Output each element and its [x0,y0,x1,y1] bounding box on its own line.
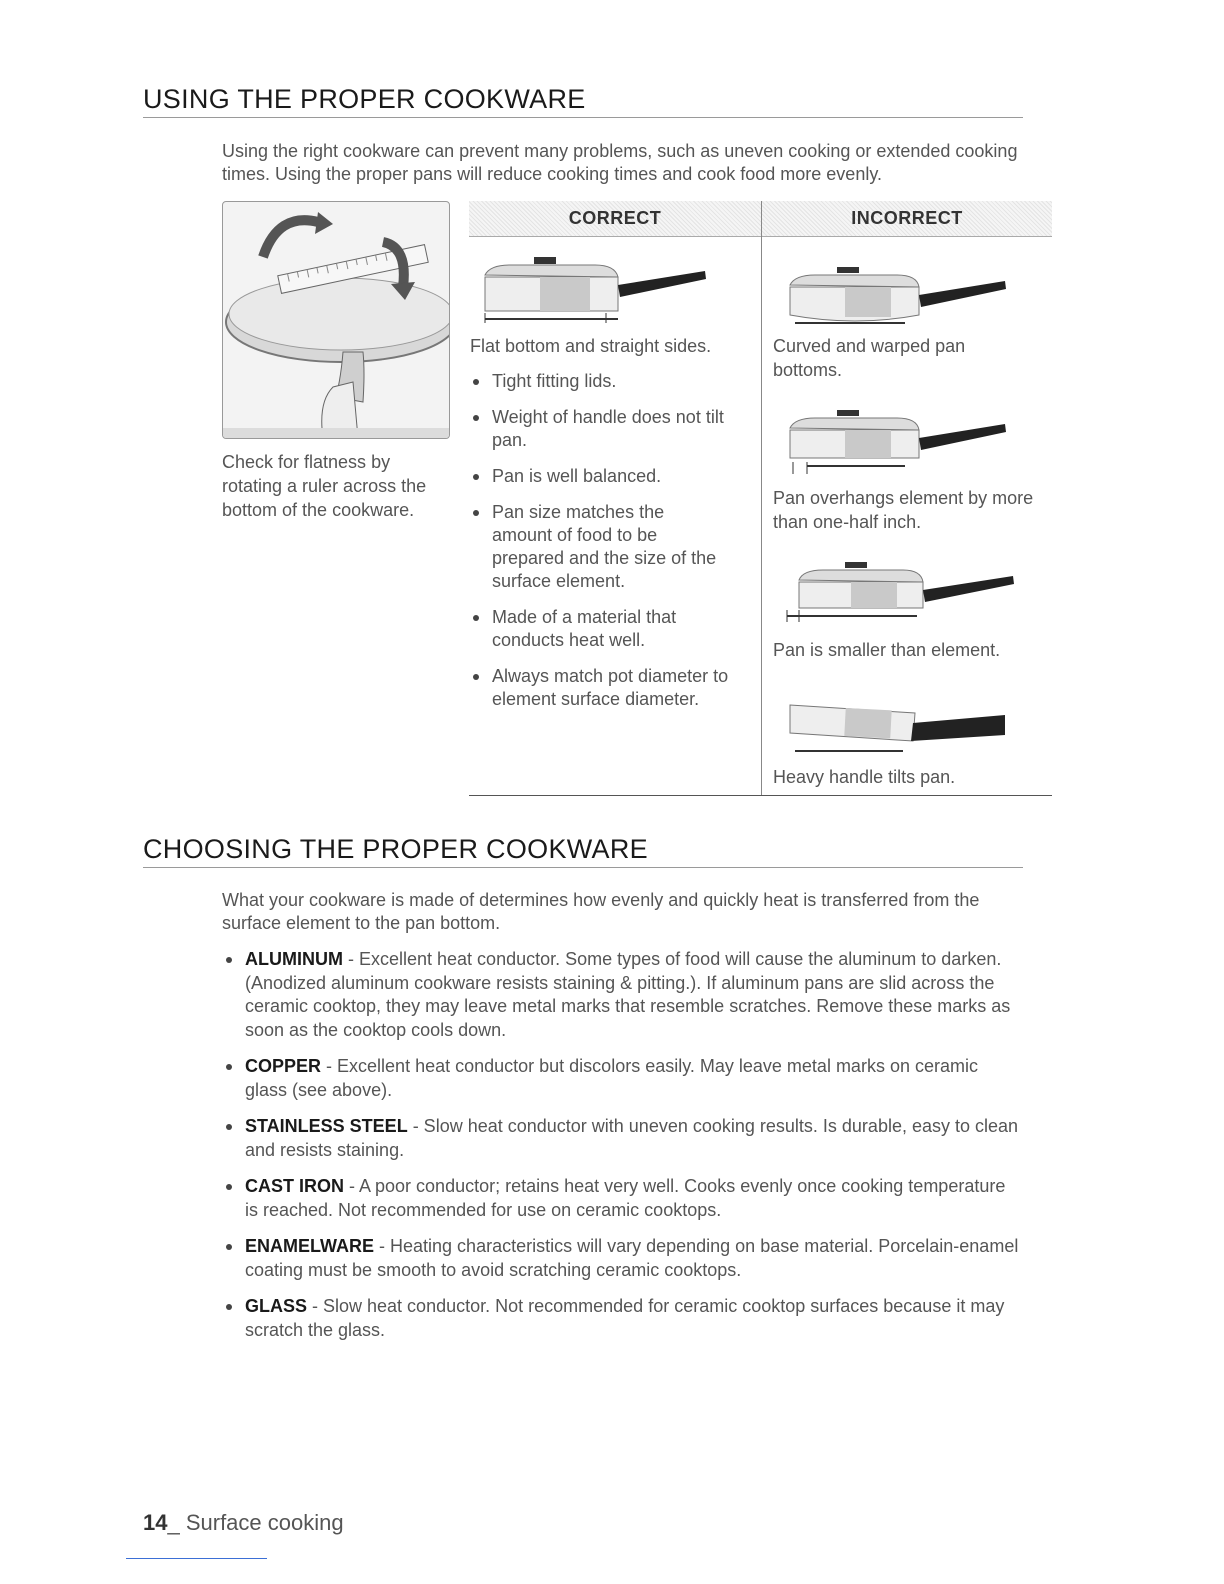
incorrect-caption-overhang: Pan overhangs element by more than one-half inch. [773,488,1034,532]
list-item: STAINLESS STEEL - Slow heat conductor with uneven cooking results. Is durable, easy to clean and resists staining. [222,1115,1022,1162]
correct-caption: Flat bottom and straight sides. [470,336,712,356]
bullet-icon [226,957,232,963]
list-item: ALUMINUM - Excellent heat conductor. Some types of food will cause the aluminum to darken. (Anodized aluminum cookware resists staining & pitting.). If aluminum pans are slid across the ceramic cooktop, they may leave metal marks that resemble scratches. Remove these marks as soon as the cooktop cools down. [222,948,1022,1042]
bullet-icon [473,615,479,621]
tilted-pan-illustration [785,695,1015,757]
list-item: Tight fitting lids. [470,370,750,393]
bullet-icon [473,674,479,680]
bullet-icon [473,379,479,385]
choosing-cookware-intro: What your cookware is made of determines how evenly and quickly heat is transferred from the surface element to the pan bottom. [222,890,980,933]
bullet-icon [473,510,479,516]
bullet-icon [226,1124,232,1130]
list-item: Weight of handle does not tilt pan. [470,406,750,452]
list-item: ENAMELWARE - Heating characteristics will vary depending on base material. Porcelain-enamel coating must be smooth to avoid scratching ceramic cooktops. [222,1235,1022,1282]
footer-rule [126,1558,267,1559]
correct-pan-illustration [480,255,710,325]
list-item: Made of a material that conducts heat well. [470,606,712,652]
footer-section-name: _ Surface cooking [167,1510,344,1535]
list-item: Pan size matches the amount of food to be prepared and the size of the surface element. [470,501,722,593]
ruler-caption: Check for flatness by rotating a ruler across the bottom of the cookware. [222,452,427,520]
list-item: COPPER - Excellent heat conductor but discolors easily. May leave metal marks on ceramic glass (see above). [222,1055,1022,1102]
list-item: CAST IRON - A poor conductor; retains heat very well. Cooks evenly once cooking temperature is reached. Not recommended for use on ceramic cooktops. [222,1175,1022,1222]
bullet-icon [473,474,479,480]
warped-pan-illustration [785,265,1015,327]
materials-list [222,948,1022,1355]
incorrect-caption-warped: Curved and warped pan bottoms. [773,336,966,380]
overhang-pan-illustration [785,408,1015,476]
choosing-cookware-heading: CHOOSING THE PROPER COOKWARE [143,834,1023,868]
using-cookware-heading: USING THE PROPER COOKWARE [143,84,1023,118]
incorrect-column-header: INCORRECT [762,201,1052,237]
small-pan-illustration [785,558,1020,626]
bullet-icon [226,1064,232,1070]
table-column-divider [761,201,762,795]
correct-column-header: CORRECT [469,201,761,237]
list-item: GLASS - Slow heat conductor. Not recommended for ceramic cooktop surfaces because it may scratch the glass. [222,1295,1022,1342]
incorrect-caption-smaller: Pan is smaller than element. [773,640,1001,660]
ruler-flatness-illustration [222,201,450,439]
using-cookware-intro: Using the right cookware can prevent many problems, such as uneven cooking or extended cooking times. Using the proper pans will reduce cooking times and cook food more evenly. [222,141,1018,184]
bullet-icon [226,1304,232,1310]
bullet-icon [226,1244,232,1250]
list-item: Pan is well balanced. [470,465,750,488]
table-bottom-rule [469,795,1052,796]
bullet-icon [473,415,479,421]
page-number: 14 [143,1510,168,1535]
page-footer [143,1510,344,1536]
correct-features-list [470,370,750,724]
bullet-icon [226,1184,232,1190]
incorrect-caption-tilt: Heavy handle tilts pan. [773,767,956,787]
list-item: Always match pot diameter to element surface diameter. [470,665,750,711]
